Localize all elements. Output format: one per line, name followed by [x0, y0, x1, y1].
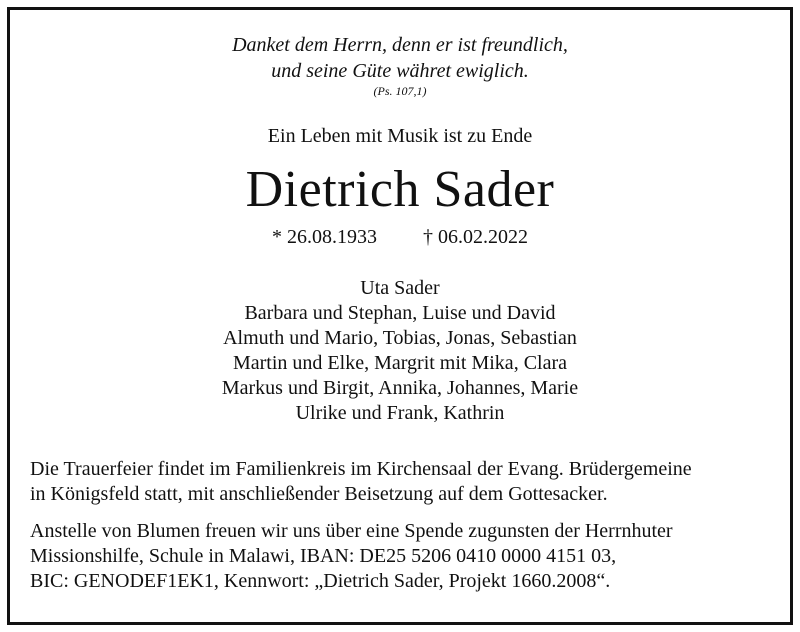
mourner-line: Markus und Birgit, Annika, Johannes, Marie [221, 377, 579, 399]
donation-line: Anstelle von Blumen freuen wir uns über eine Spende zugunsten der Herrnhuter [30, 520, 673, 542]
funeral-line: Die Trauerfeier findet im Familienkreis im Kirchensaal der Evang. Brüdergemeine [30, 458, 692, 480]
donation-info [30, 519, 770, 594]
life-dates [10, 226, 790, 249]
mourner-line: Martin und Elke, Margrit mit Mika, Clara [232, 352, 567, 374]
death-date: † 06.02.2022 [423, 226, 528, 248]
bible-verse [10, 32, 790, 84]
birth-date: * 26.08.1933 [272, 226, 377, 248]
obituary-notice [7, 7, 793, 625]
mourner-line: Uta Sader [360, 277, 440, 299]
deceased-name: Dietrich Sader [245, 161, 555, 218]
donation-line: Missionshilfe, Schule in Malawi, IBAN: DE25 5206 0410 0000 4151 03, [30, 545, 617, 567]
mourner-line: Ulrike und Frank, Kathrin [295, 402, 505, 424]
funeral-line: in Königsfeld statt, mit anschließender Beisetzung auf dem Gottesacker. [30, 483, 608, 505]
funeral-info [30, 457, 770, 507]
verse-line-1: Danket dem Herrn, denn er ist freundlich, [232, 34, 568, 56]
verse-line-2: und seine Güte währet ewiglich. [271, 60, 529, 82]
donation-line: BIC: GENODEF1EK1, Kennwort: „Dietrich Sader, Projekt 1660.2008“. [30, 570, 611, 592]
mourner-line: Almuth und Mario, Tobias, Jonas, Sebastian [223, 327, 577, 349]
lead-line: Ein Leben mit Musik ist zu Ende [267, 125, 533, 147]
mourners-list [10, 276, 790, 426]
verse-reference: (Ps. 107,1) [373, 84, 427, 98]
mourner-line: Barbara und Stephan, Luise und David [244, 302, 556, 324]
